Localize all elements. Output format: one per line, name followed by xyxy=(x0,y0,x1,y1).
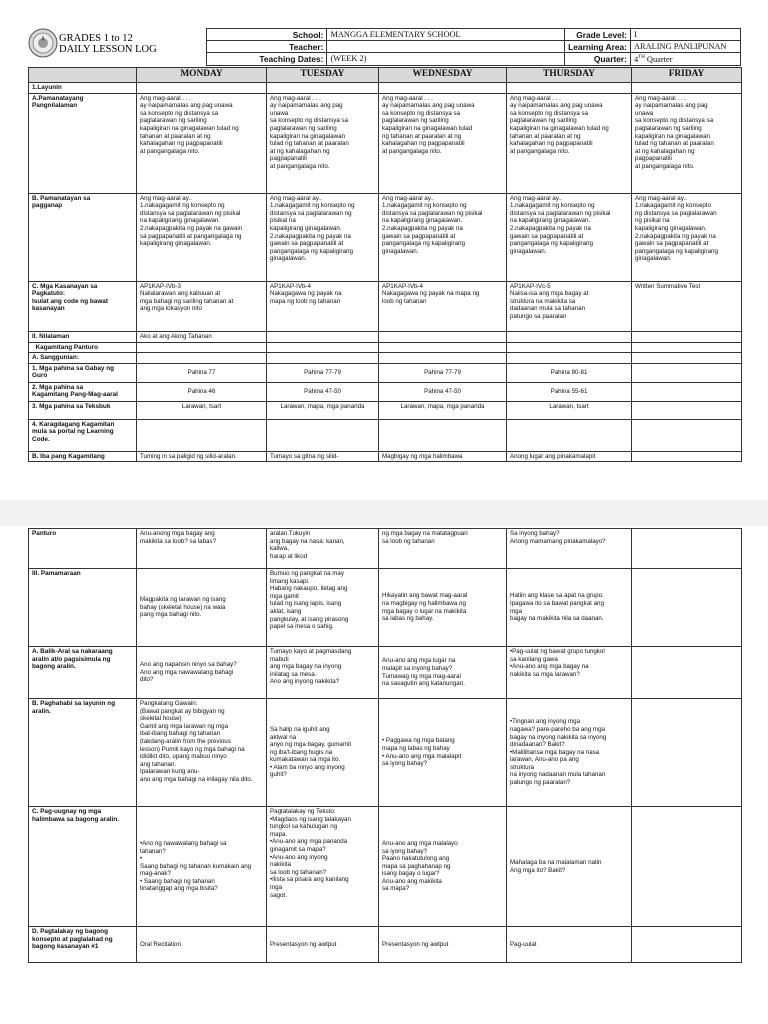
lesson-log-page-1 xyxy=(28,28,741,462)
row-label: 3. Mga pahina sa Teksbuk xyxy=(29,401,137,419)
row-pamantayan-pagganap xyxy=(29,193,742,281)
cell xyxy=(379,342,507,353)
row-label: III. Pamamaraan xyxy=(29,569,137,647)
cell xyxy=(379,331,507,342)
cell-wednesday: Hikayatin ang bawat mag-aaral na magbigay ng halimbawa ng mga bagay o lugar na makikita sa labas ng bahay. xyxy=(379,569,507,647)
row-balik-aral xyxy=(29,647,742,699)
cell-friday: Written Summative Test xyxy=(632,281,742,331)
cell-tuesday: aralan.Tukuyin ang bagay na nasa: kanan, kaliwa, harap at likod xyxy=(267,529,379,569)
cell-tuesday: Pahina 77-79 xyxy=(267,363,379,382)
row-label: 1. Mga pahina sa Gabay ng Guro xyxy=(29,363,137,382)
cell-tuesday: Ang mag-aaral ay.. 1.nakagagamit ng konsepto ng distansya sa paglalarawan ng pisikal na kapaligirang ginagalawan. 2.nakapagpakita ng payak na gawain sa pagpapanatili at pangangalaga ng kapaligirang ginagalawan. xyxy=(267,193,379,281)
cell xyxy=(267,331,379,342)
corner-cell xyxy=(29,68,137,83)
cell xyxy=(507,83,632,94)
cell-friday xyxy=(632,401,742,419)
cell-friday xyxy=(632,451,742,462)
day-tuesday: TUESDAY xyxy=(267,68,379,83)
cell xyxy=(137,353,267,364)
cell-tuesday: Pahina 47-50 xyxy=(267,382,379,401)
day-header-row xyxy=(29,68,742,83)
day-friday: FRIDAY xyxy=(632,68,742,83)
deped-seal-icon xyxy=(28,28,58,58)
row-kagamitang-mag-aaral xyxy=(29,382,742,401)
quarter-label: Quarter: xyxy=(565,53,631,66)
row-pamamaraan xyxy=(29,569,742,647)
page-gap xyxy=(0,500,768,526)
quarter-number: 4 xyxy=(633,54,639,64)
row-iba-pang xyxy=(29,451,742,462)
cell-friday: Ang mag-aaral ay.. 1.nakagagamit ng konsepto ng distansya sa paglalarawan ng pisikal na kapaligirang ginagalawan. 2.nakapagpakita ng payak na gawain sa pagpapanatili at pangangalaga ng kapaligirang ginagalawan. xyxy=(632,193,742,281)
row-label: D. Pagtalakay ng bagong konsepto at paglalahad ng bagong kasanayan #1 xyxy=(29,927,137,963)
cell-wednesday: Anu-ano ang mga malalayo sa iyong bahay? Paano nakatutulong ang mapa sa paghahanap ng isang bagay o lugar? Anu-ano ang makikita sa mapa? xyxy=(379,807,507,927)
cell-thursday: Sa inyong bahay? Anong mamamang pinakamalayo? xyxy=(507,529,632,569)
day-thursday: THURSDAY xyxy=(507,68,632,83)
cell xyxy=(507,331,632,342)
cell-wednesday: Presentasyon ng awtput xyxy=(379,927,507,963)
row-label: A. Sanggunian: xyxy=(29,353,137,364)
cell-wednesday: Larawan, mapa, mga pananda xyxy=(379,401,507,419)
row-gabay xyxy=(29,363,742,382)
cell-monday: Oral Recitation xyxy=(137,927,267,963)
cell-wednesday: Ang mag-aaral . . . ay naipamamalas ang pag unawa sa konsepto ng distansya sa paglalarawan ng sariling kapaligiran na ginagalawan tulad ng tahanan at paaralan at ng kahalagahan ng pagpapanatili at pangangalaga nito. xyxy=(379,93,507,193)
cell xyxy=(507,353,632,364)
day-wednesday: WEDNESDAY xyxy=(379,68,507,83)
cell-monday: Pangkatang Gawain: (Bawat pangkat ay bibigyan ng skeletal house) Gamit ang mga larawan ng mga ibat-ibang bahagi ng tahanan (takdang-aralin from the previous lesson) Pumili kayo ng mga bahagi na ididikit dito, upang mabuo ninyo ang tahanan. Ipalarawan kung anu- ano ang mga bahagi na inilagay nila dito. xyxy=(137,699,267,807)
cell-friday xyxy=(632,382,742,401)
cell-monday: Pahina 46 xyxy=(137,382,267,401)
cell-friday: Ang mag-aaral . . . ay naipamamalas ang pag unawa sa konsepto ng distansya sa paglalarawan ng sariling kapaligiran na ginagalawan tulad ng tahanan at paaralan at ng kahalagahan ng pagpapanatili at pangangalaga nito. xyxy=(632,93,742,193)
cell-wednesday: Ang mag-aaral ay.. 1.nakagagamit ng konsepto ng distansya sa paglalarawan ng pisikal na kapaligirang ginagalawan. 2.nakapagpakita ng payak na gawain sa pagpapanatili at pangangalaga ng kapaligirang ginagalawan. xyxy=(379,193,507,281)
header-info-table xyxy=(206,28,741,66)
cell-monday: Tuming in sa paligid ng silid-aralan. xyxy=(137,451,267,462)
cell xyxy=(267,83,379,94)
cell-monday: Ano ang napansin ninyo sa bahay? Ano ang mga nawawalang bahagi dito? xyxy=(137,647,267,699)
cell-friday xyxy=(632,569,742,647)
cell-tuesday: Bumuo ng pangkat na may limang kasapi. Habang nakaupo, iletag ang mga gamit tulad ng isang lapis, isang aklat, isang pangkulay, at isang pirasong papel sa mesa o sahig. xyxy=(267,569,379,647)
row-pamantayang-pangnilalaman xyxy=(29,93,742,193)
area-value: ARALING PANLIPUNAN xyxy=(630,41,740,53)
cell-tuesday: Pagtatalakay ng Teksto: •Magdaos ng isang talakayan tungkol sa kahulugan ng mapa. •Anu-ano ang mga pananda ginagamit sa mapa? •Anu-ano ang inyong nakikita sa loob ng tahanan? •Ilista sa pisara ang kanilang mga sagot. xyxy=(267,807,379,927)
cell-thursday: •Tingnan ang inyong mga nagawa? pare-pareho ba ang mga bagay na inyong nakikita sa inyong dinadaanan? Bakit? •Malilibansa mga bagay na nasa larawan, Anu-ano pa ang struktura na inyong nadaanan mula tahanan patungo ng paaralan? xyxy=(507,699,632,807)
grade-value: I xyxy=(630,29,740,41)
cell xyxy=(379,353,507,364)
row-label: B. Paghahabi sa layunin ng aralin. xyxy=(29,699,137,807)
cell-thursday: Mahalaga ba na malalaman natin Ang mga ito? Bakit? xyxy=(507,807,632,927)
cell-wednesday: Pahina 77-79 xyxy=(379,363,507,382)
cell-monday: AP1KAP-IVb-3 Nailalarawan ang kabuuan at mga bahagi ng sariling tahanan at ang mga lokasyon nito xyxy=(137,281,267,331)
area-label: Learning Area: xyxy=(565,41,631,53)
cell-monday: •Ano ng nawawalang bahagi sa tahanan? • Saang bahagi ng tahanan kumakain ang mag-anak? • Saang bahagi ng tahanan tinatanggap ang mga bisita? xyxy=(137,807,267,927)
row-kasanayan xyxy=(29,281,742,331)
cell xyxy=(632,342,742,353)
cell xyxy=(379,419,507,451)
row-pagtalakay xyxy=(29,927,742,963)
quarter-value xyxy=(630,53,740,66)
row-label: A.Pamanatayang Pangnilalaman xyxy=(29,93,137,193)
cell-monday: Ang mag-aaral . . . ay naipamamalas ang pag unawa sa konsepto ng distansya sa paglalarawan ng sariling kapaligiran na ginagalawan tulad ng tahanan at paaralan at ng kahalagahan ng pagpapanatili at pangangalaga nito. xyxy=(137,93,267,193)
cell xyxy=(137,342,267,353)
cell-wednesday: AP1KAP-IVb-4 Nakagagawa ng payak na mapa ng loob ng tahanan xyxy=(379,281,507,331)
cell-thursday: Pag-uulat xyxy=(507,927,632,963)
cell-wednesday: Magbigay ng mga halimbawa xyxy=(379,451,507,462)
row-label: A. Balik-Aral sa nakaraang aralin at/o pagsisimula ng bagong aralin. xyxy=(29,647,137,699)
cell-tuesday: Tumayo kayo at pagmasdang mabuti ang mga bagay na inyong inilatag sa mesa. Ano ang inyong nakikita? xyxy=(267,647,379,699)
cell-thursday: •Pag-uulat ng bawat grupo tungkol sa kanilang gawa •Anu-ano ang mga bagay na nakikita sa mga larawan? xyxy=(507,647,632,699)
cell-thursday: Anong lugar ang pinakamalapit xyxy=(507,451,632,462)
cell xyxy=(507,342,632,353)
cell-thursday: Pahina 80-81 xyxy=(507,363,632,382)
cell-tuesday: Sa halip na iguhit ang aktwal na anyo ng mga bagay, gumamit ng iba't-ibang hugis na kumakatawan sa mga ito. • Alam ba ninyo ang inyong guhit? xyxy=(267,699,379,807)
school-value: MANGGA ELEMENTARY SCHOOL xyxy=(327,29,565,41)
row-karagdagang xyxy=(29,419,742,451)
lesson-log-page-2 xyxy=(28,528,741,963)
cell-monday: Anu-anong mga bagay ang makikita sa loob? sa labas? xyxy=(137,529,267,569)
cell-wednesday: Anu-ano ang mga lugar na malapit sa inyong bahay? Tumawag ng mga mag-aaral na sasagutin ang katanungan. xyxy=(379,647,507,699)
cell-tuesday: Ang mag-aaral . . . ay naipamamalas ang pag unawa sa konsepto ng distansya sa paglalarawan ng sariling kapaligiran na ginagalawan tulad ng tahanan at paaralan at ng kahalagahan ng pagpapanatili at pangangalaga nito. xyxy=(267,93,379,193)
cell-friday xyxy=(632,647,742,699)
cell-friday xyxy=(632,363,742,382)
row-label: 4. Karagdagang Kagamitan mula sa portal ng Learning Code. xyxy=(29,419,137,451)
cell-friday xyxy=(632,927,742,963)
row-label: Kagamitang Panturo xyxy=(29,342,137,353)
document-header xyxy=(28,28,741,67)
row-label: 1.Layunin xyxy=(29,83,137,94)
cell-friday xyxy=(632,699,742,807)
row-layunin xyxy=(29,83,742,94)
dates-label: Teaching Dates: xyxy=(207,53,327,66)
cell-wednesday: ng mga bagay na matatagpuan sa loob ng tahanan xyxy=(379,529,507,569)
cell xyxy=(267,353,379,364)
row-label: B. Iba pang Kagamitang xyxy=(29,451,137,462)
cell xyxy=(632,353,742,364)
cell xyxy=(632,331,742,342)
cell xyxy=(267,342,379,353)
cell xyxy=(507,419,632,451)
cell-monday: Pahina 77 xyxy=(137,363,267,382)
row-label: 2. Mga pahina sa Kagamitang Pang-Mag-aaral xyxy=(29,382,137,401)
teacher-value xyxy=(327,41,565,53)
cell-thursday: AP1KAP-IVc-5 Naiisa-isa ang mga bagay at struktura na makikita sa dadaanan mula sa tahanan patungo sa paaralan xyxy=(507,281,632,331)
cell xyxy=(137,83,267,94)
row-paghahabi xyxy=(29,699,742,807)
cell xyxy=(632,83,742,94)
row-sanggunian xyxy=(29,353,742,364)
cell-tuesday: Tumayo sa gitna ng silid- xyxy=(267,451,379,462)
cell xyxy=(137,419,267,451)
cell-wednesday: • Paggawa ng mga batang mapa ng labas ng bahay • Anu-ano ang mga malalapit sa iyong bahay? xyxy=(379,699,507,807)
row-panturo xyxy=(29,529,742,569)
grade-label: Grade Level: xyxy=(565,29,631,41)
title-line-1: GRADES 1 to 12 xyxy=(59,33,133,44)
dates-value: (WEEK 2) xyxy=(327,53,565,66)
row-label: II. Nilalaman xyxy=(29,331,137,342)
row-label: C. Pag-uugnay ng mga halimbawa sa bagong aralin. xyxy=(29,807,137,927)
row-label: C. Mga Kasanayan sa Pagkatuto: Isulat ang code ng bawat kasanayan xyxy=(29,281,137,331)
row-label: Panturo xyxy=(29,529,137,569)
lesson-table-page-1 xyxy=(28,67,742,462)
row-kagamitan xyxy=(29,342,742,353)
cell-tuesday: AP1KAP-IVb-4 Nakagagawa ng payak na mapa ng loob ng tahanan xyxy=(267,281,379,331)
cell-friday xyxy=(632,807,742,927)
cell xyxy=(267,419,379,451)
cell-thursday: Pahina 55-61 xyxy=(507,382,632,401)
lesson-table-page-2 xyxy=(28,528,742,963)
cell-monday: Larawan, tsart xyxy=(137,401,267,419)
title-line-2: DAILY LESSON LOG xyxy=(59,44,157,55)
cell-friday xyxy=(632,529,742,569)
cell-monday: Ang mag-aaral ay.. 1.nakagagamit ng konsepto ng distansya sa paglalarawan ng pisikal na kapaligirang ginagalawan. 2.nakapagpakita ng payak na gawain sa pagpapanatili at pangangalaga ng kapaligirang ginagalawan. xyxy=(137,193,267,281)
cell-monday: Magpakita ng larawan ng isang bahay (skeletal house) na wala pang mga bahagi nito. xyxy=(137,569,267,647)
row-nilalaman xyxy=(29,331,742,342)
cell-thursday: Hatiin ang klase sa apat na grupo. Ipagawa ito sa bawat pangkat ang mga bagay na makikita nila sa daanan. xyxy=(507,569,632,647)
cell-thursday: Ang mag-aaral ay.. 1.nakagagamit ng konsepto ng distansya sa paglalarawan ng pisikal na kapaligirang ginagalawan. 2.nakapagpakita ng payak na gawain sa pagpapanatili at pangangalaga ng kapaligirang ginagalawan. xyxy=(507,193,632,281)
document-title xyxy=(59,33,157,55)
row-pag-uugnay xyxy=(29,807,742,927)
quarter-word: Quarter xyxy=(646,54,673,64)
day-monday: MONDAY xyxy=(137,68,267,83)
school-label: School: xyxy=(207,29,327,41)
cell-tuesday: Larawan, mapa, mga pananda xyxy=(267,401,379,419)
cell-monday: Ako at ang Aking Tahanan xyxy=(137,331,267,342)
cell-tuesday: Presentasyon ng awtput xyxy=(267,927,379,963)
row-label: B. Pamanatayan sa pagganap xyxy=(29,193,137,281)
cell-wednesday: Pahina 47-50 xyxy=(379,382,507,401)
cell-thursday: Larawan, tsart xyxy=(507,401,632,419)
cell-thursday: Ang mag-aaral . . . ay naipamamalas ang pag unawa sa konsepto ng distansya sa paglalarawan ng sariling kapaligiran na ginagalawan tulad ng tahanan at paaralan at ng kahalagahan ng pagpapanatili at pangangalaga nito. xyxy=(507,93,632,193)
cell xyxy=(379,83,507,94)
row-teksbuk xyxy=(29,401,742,419)
teacher-label: Teacher: xyxy=(207,41,327,53)
cell xyxy=(632,419,742,451)
quarter-suffix: TH xyxy=(638,55,645,60)
